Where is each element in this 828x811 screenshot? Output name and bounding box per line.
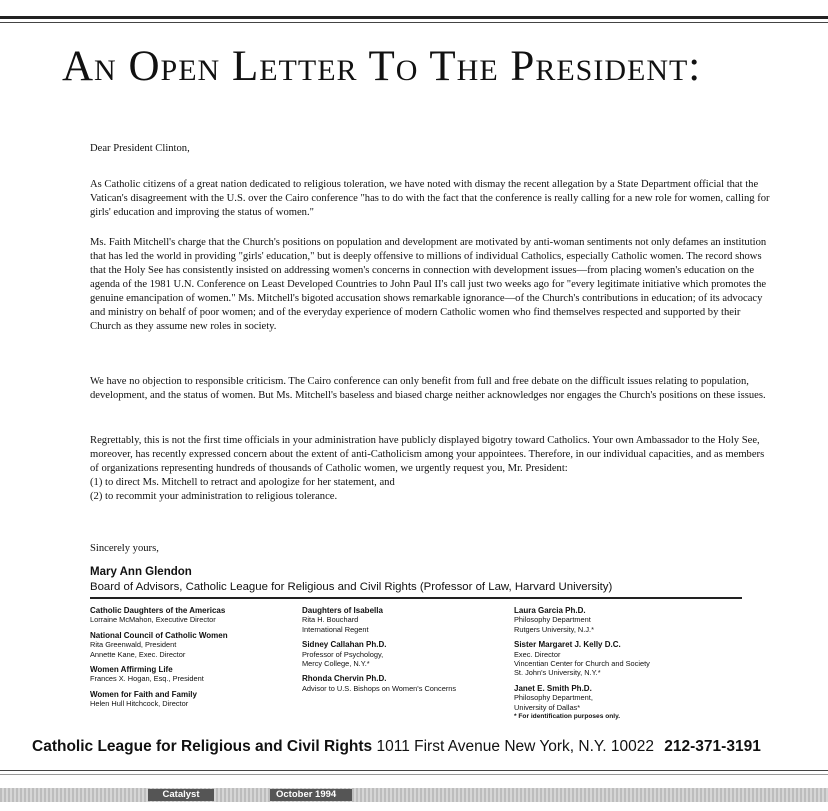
- footer-phone: 212-371-3191: [664, 738, 761, 755]
- signatory-line: Vincentian Center for Church and Society: [514, 659, 650, 669]
- footer-address: 1011 First Avenue New York, N.Y. 10022: [376, 738, 654, 755]
- top-rule-thin: [0, 22, 828, 23]
- signatory-line: Helen Hull Hitchcock, Director: [90, 699, 189, 709]
- signatory-line: University of Dallas*: [514, 702, 581, 712]
- signatory-org: Rhonda Chervin Ph.D.: [302, 674, 387, 684]
- signatory-line: Frances X. Hogan, Esq., President: [90, 674, 204, 684]
- signatory: [514, 640, 744, 678]
- footer-org: Catholic League for Religious and Civil Rights: [32, 738, 373, 755]
- publication-tag: Catalyst: [148, 789, 214, 801]
- bottom-bar: [0, 788, 828, 802]
- signatory: [90, 631, 290, 659]
- signatories-column-1: [90, 606, 290, 715]
- signatory-line: Professor of Psychology,: [302, 649, 384, 659]
- signatory: [90, 690, 290, 709]
- signatory-org: Sister Margaret J. Kelly D.C.: [514, 640, 621, 650]
- signatory-org: Women Affirming Life: [90, 665, 173, 675]
- bottom-rule: [0, 770, 828, 771]
- signatory-org: National Council of Catholic Women: [90, 630, 228, 640]
- signatory: [90, 606, 290, 625]
- signatory: [302, 640, 502, 668]
- request-item: (1) to direct Ms. Mitchell to retract and apologize for her statement, and: [90, 477, 395, 488]
- bottom-rule-thin: [0, 774, 828, 775]
- signatory-line: Exec. Director: [514, 649, 561, 659]
- signatory: [90, 665, 290, 684]
- letter-paragraph: As Catholic citizens of a great nation dedicated to religious toleration, we have noted with dismay the recent allegation by a State Department official that the Vatican's disagreement with the U.S. over the Cairo conference "has to do with the fact that the conference is really calling for a new role for women, calling for girls' education and improving the status of women.": [90, 179, 770, 218]
- request-item: (2) to recommit your administration to religious tolerance.: [90, 491, 338, 502]
- signatory-org: Catholic Daughters of the Americas: [90, 606, 226, 615]
- signatory-org: Daughters of Isabella: [302, 606, 383, 615]
- signatory: [514, 684, 744, 722]
- letter-salutation: Dear President Clinton,: [90, 143, 190, 154]
- signatory-line: Mercy College, N.Y.*: [302, 659, 370, 669]
- signatory: [302, 606, 502, 634]
- signatory-line: Annette Kane, Exec. Director: [90, 649, 186, 659]
- signatory-org: Women for Faith and Family: [90, 689, 197, 699]
- signer-title: Board of Advisors, Catholic League for Religious and Civil Rights (Professor of Law, Harvard University): [90, 581, 613, 593]
- letter-paragraph: We have no objection to responsible criticism. The Cairo conference can only benefit from full and free debate on the difficult issues relating to population, development, and the status of women. But Ms. Mitchell's baseless and biased charge neither acknowledges nor engages the Church's positions on these issues.: [90, 376, 766, 401]
- signatory-org: Laura Garcia Ph.D.: [514, 606, 586, 615]
- letter-paragraph-requests: [90, 434, 770, 504]
- signatory-line: St. John's University, N.Y.*: [514, 668, 601, 678]
- footnote: * For identification purposes only.: [514, 713, 621, 721]
- signatory-line: Rita Greenwald, President: [90, 640, 177, 650]
- signer-name: Mary Ann Glendon: [90, 566, 192, 578]
- date-tag: October 1994: [270, 789, 352, 801]
- signatories-column-3: [514, 606, 744, 727]
- signatory-line: Philosophy Department: [514, 615, 591, 625]
- signatory-line: Philosophy Department,: [514, 693, 593, 703]
- top-rule: [0, 16, 828, 19]
- letter-closing: Sincerely yours,: [90, 543, 159, 554]
- signatory-line: Rutgers University, N.J.*: [514, 624, 594, 634]
- signatory-org: Sidney Callahan Ph.D.: [302, 640, 387, 650]
- letter-paragraph: Regrettably, this is not the first time officials in your administration have publicly displayed bigotry toward Catholics. Your own Ambassador to the Holy See, moreover, has recently expressed concern about the extent of anti-Catholicism among your appointees. Therefore, in our individual capacities, and as members of organizations representing hundreds of thousands of Catholic women, we urgently request you, Mr. President:: [90, 435, 765, 474]
- signatory: [514, 606, 744, 634]
- signatory-line: Advisor to U.S. Bishops on Women's Concerns: [302, 683, 457, 693]
- signatory-org: Janet E. Smith Ph.D.: [514, 683, 592, 693]
- signatory-line: International Regent: [302, 624, 369, 634]
- signatory-line: Rita H. Bouchard: [302, 615, 359, 625]
- signature-rule: [90, 597, 742, 599]
- letter-paragraph: Ms. Faith Mitchell's charge that the Church's positions on population and development are motivated by anti-woman sentiments not only defames an institution that has led the world in providing "girls' education," but is deeply offensive to millions of individual Catholics, especially Catholic women. The record shows that the Holy See has consistently insisted on addressing women's concerns in connection with development issues—from placing women's education on the agenda of the 1981 U.N. Conference on Least Developed Countries to John Paul II's call just two weeks ago for "every legitimate initiative which promotes the genuine emancipation of women." Ms. Mitchell's bigoted accusation shows remarkable ignorance—of the Church's contributions in education; of its advocacy and ministry on behalf of poor women; and of the everyday experience of modern Catholic women who find themselves respected and supported by their Church as they assume new roles in society.: [90, 237, 767, 332]
- signatory: [302, 674, 502, 693]
- signatory-line: Lorraine McMahon, Executive Director: [90, 615, 216, 625]
- signatories-column-2: [302, 606, 502, 699]
- page-title: An Open Letter To The President:: [62, 43, 702, 90]
- footer-contact: [32, 738, 761, 756]
